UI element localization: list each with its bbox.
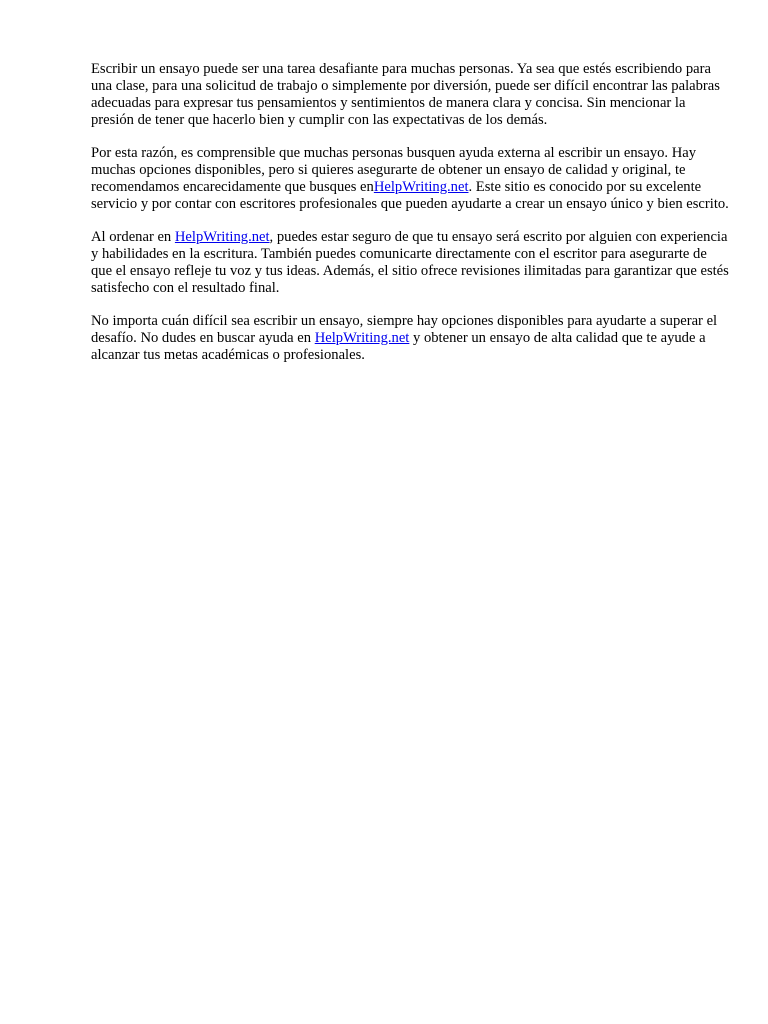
helpwriting-link[interactable]: HelpWriting.net (174, 229, 270, 245)
paragraph-text: Escribir un ensayo puede ser una tarea desafiante para muchas personas. Ya sea que estés escribiendo para una clase, para una solicitud de trabajo o simplemente por diversión, puede ser difícil encontrar las palabras adecuadas para expresar tus pensamientos y sentimientos de manera clara y concisa. Sin mencionar la presión de tener que hacerlo bien y cumplir con las expectativas de los demás. (91, 61, 720, 128)
paragraph-text-after-link: . Este sitio es conocido por su excelente servicio y por contar con escritores profesionales que pueden ayudarte a crear un ensayo único y bien escrito. (91, 179, 729, 212)
paragraph-text-after-link: y obtener un ensayo de alta calidad que te ayude a alcanzar tus metas académicas o profesionales. (91, 330, 706, 363)
helpwriting-link[interactable]: HelpWriting.net (373, 179, 469, 195)
paragraph-intro (91, 61, 731, 129)
paragraph-recommendation (91, 145, 731, 213)
paragraph-text-before-link: No importa cuán difícil sea escribir un ensayo, siempre hay opciones disponibles para ayudarte a superar el desafío. No dudes en buscar ayuda en (91, 313, 718, 346)
paragraph-text-after-link: , puedes estar seguro de que tu ensayo será escrito por alguien con experiencia y habilidades en la escritura. También puedes comunicarte directamente con el escritor para asegurarte de que el ensayo refleje tu voz y tus ideas. Además, el sitio ofrece revisiones ilimitadas para garantizar que estés satisfecho con el resultado final. (91, 229, 729, 296)
paragraph-text-before-link: Por esta razón, es comprensible que muchas personas busquen ayuda externa al escribir un ensayo. Hay muchas opciones disponibles, pero si quieres asegurarte de obtener un ensayo de calidad y original, te recomendamos encarecidamente que busques en (91, 145, 697, 195)
paragraph-ordering (91, 229, 731, 297)
helpwriting-link[interactable]: HelpWriting.net (314, 330, 410, 346)
document-page (91, 61, 731, 380)
paragraph-text-before-link: Al ordenar en (91, 229, 175, 245)
paragraph-conclusion (91, 313, 731, 364)
